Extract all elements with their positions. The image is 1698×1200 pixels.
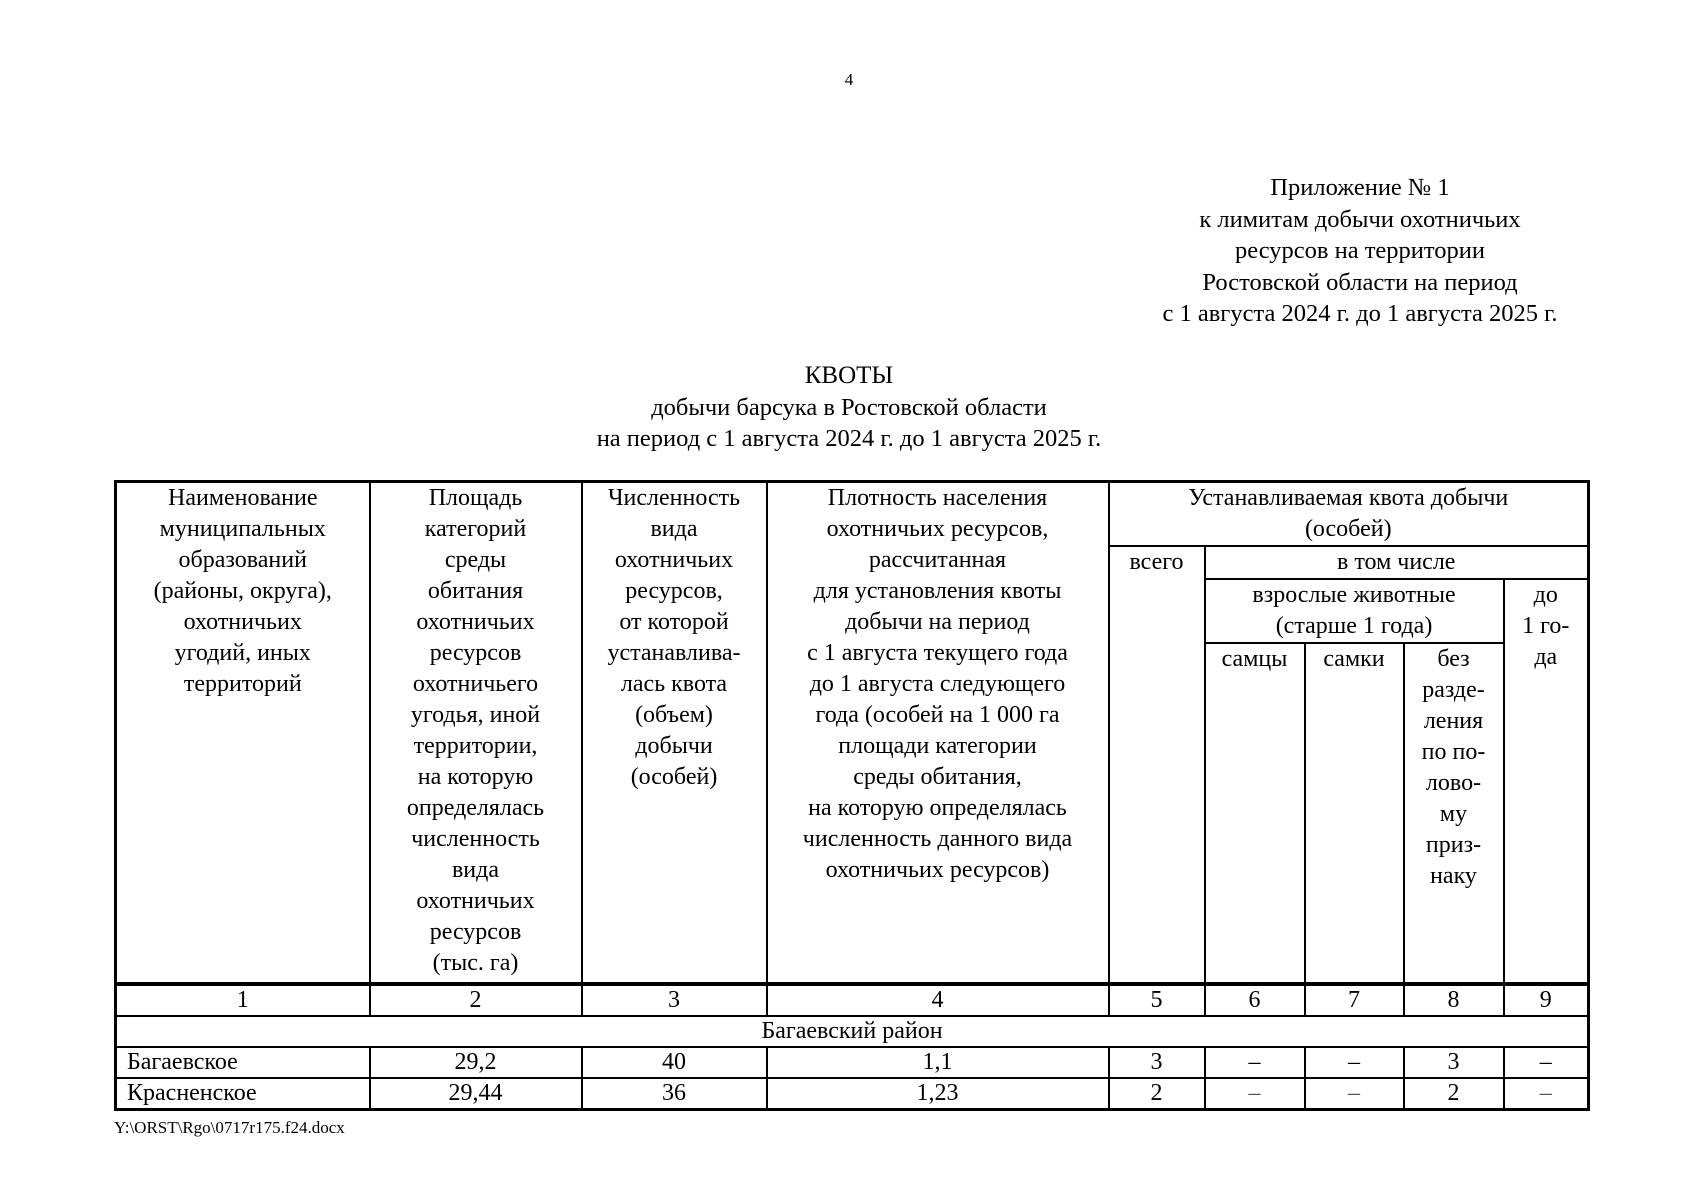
header-population: Численность вида охотничьих ресурсов, от которой устанавлива- лась квота (объем) добычи (особей) <box>582 482 767 985</box>
cell-density: 1,1 <box>767 1047 1109 1078</box>
cell-count: 40 <box>582 1047 767 1078</box>
header-total: всего <box>1109 546 1205 984</box>
column-numbers-row <box>116 984 1589 1016</box>
cell-males: – <box>1205 1078 1305 1110</box>
document-title <box>0 360 1698 455</box>
cell-density: 1,23 <box>767 1078 1109 1110</box>
cell-males: – <box>1205 1047 1305 1078</box>
column-number: 5 <box>1109 984 1205 1016</box>
title-subtitle: добычи барсука в Ростовской области <box>651 393 1047 421</box>
header-quota-group: Устанавливаемая квота добычи (особей) <box>1109 482 1589 547</box>
footer-file-path: Y:\ORST\Rgo\0717r175.f24.docx <box>114 1118 345 1137</box>
cell-total: 3 <box>1109 1047 1205 1078</box>
appendix-line: ресурсов на территории <box>1234 237 1485 264</box>
page-number: 4 <box>844 70 854 89</box>
column-number: 9 <box>1504 984 1589 1016</box>
column-number: 4 <box>767 984 1109 1016</box>
table-row <box>116 1078 1589 1110</box>
table-row <box>116 1047 1589 1078</box>
cell-no-sex: 2 <box>1404 1078 1504 1110</box>
cell-females: – <box>1305 1078 1404 1110</box>
column-number: 1 <box>116 984 370 1016</box>
appendix-heading <box>1000 172 1698 330</box>
cell-under-one: – <box>1504 1047 1589 1078</box>
appendix-line: Приложение № 1 <box>1270 174 1450 201</box>
appendix-line: к лимитам добычи охотничьих <box>1199 205 1521 233</box>
column-number: 3 <box>582 984 767 1016</box>
cell-total: 2 <box>1109 1078 1205 1110</box>
cell-under-one: – <box>1504 1078 1589 1110</box>
section-title: Багаевский район <box>116 1016 1589 1047</box>
header-habitat-area: Площадь категорий среды обитания охотничьих ресурсов охотничьего угодья, иной территории, на которую определялась численность вида охотничьих ресурсов (тыс. га) <box>370 482 582 985</box>
header-municipality: Наименование муниципальных образований (районы, округа), охотничьих угодий, иных территорий <box>116 482 370 985</box>
cell-females: – <box>1305 1047 1404 1078</box>
cell-area: 29,2 <box>370 1047 582 1078</box>
cell-count: 36 <box>582 1078 767 1110</box>
header-no-sex-division: без разде- ления по по- лово- му приз- наку <box>1404 643 1504 984</box>
header-density: Плотность населения охотничьих ресурсов, рассчитанная для установления квоты добычи на период с 1 августа текущего года до 1 августа следующего года (особей на 1 000 га площади категории среды обитания, на которую определялась численность данного вида охотничьих ресурсов) <box>767 482 1109 985</box>
header-including: в том числе <box>1205 546 1589 579</box>
header-under-one-year: до 1 го- да <box>1504 579 1589 984</box>
appendix-line: Ростовской области на период <box>1202 268 1518 296</box>
header-males: самцы <box>1205 643 1305 984</box>
quota-table <box>114 480 1590 1111</box>
column-number: 8 <box>1404 984 1504 1016</box>
column-number: 6 <box>1205 984 1305 1016</box>
header-row-1 <box>116 482 1589 547</box>
cell-no-sex: 3 <box>1404 1047 1504 1078</box>
title-period: на период с 1 августа 2024 г. до 1 августа 2025 г. <box>596 425 1102 452</box>
cell-name: Багаевское <box>116 1047 370 1078</box>
cell-name: Красненское <box>116 1078 370 1110</box>
column-number: 2 <box>370 984 582 1016</box>
title-main: КВОТЫ <box>804 362 894 389</box>
header-females: самки <box>1305 643 1404 984</box>
header-adults: взрослые животные (старше 1 года) <box>1205 579 1504 643</box>
appendix-line: с 1 августа 2024 г. до 1 августа 2025 г. <box>1162 300 1558 327</box>
column-number: 7 <box>1305 984 1404 1016</box>
cell-area: 29,44 <box>370 1078 582 1110</box>
section-row <box>116 1016 1589 1047</box>
